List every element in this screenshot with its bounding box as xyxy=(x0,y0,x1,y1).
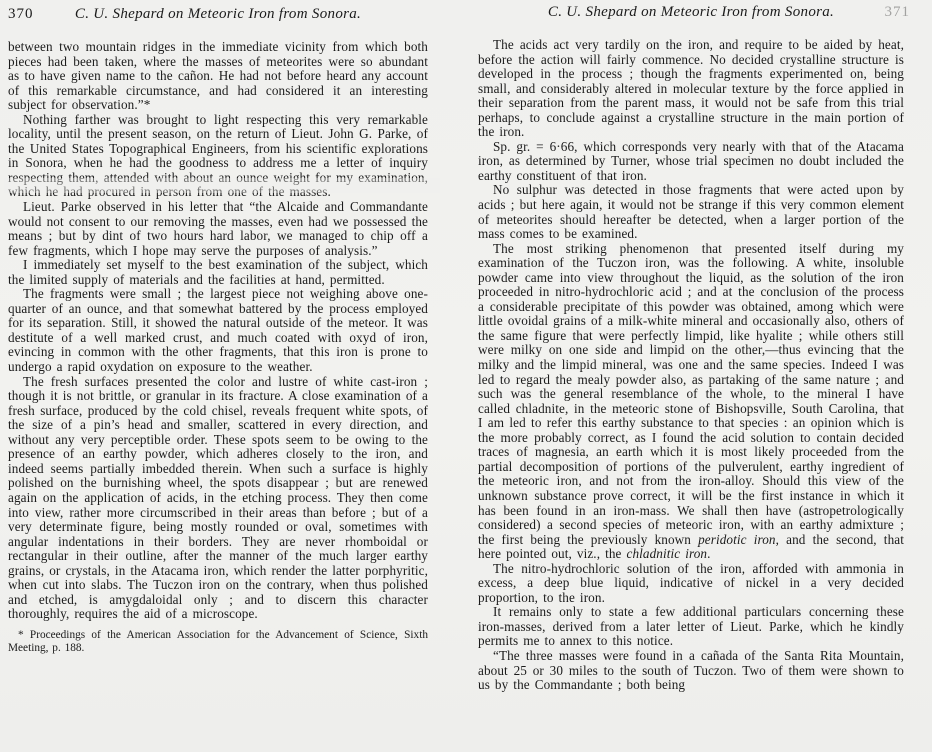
right-running-title: C. U. Shepard on Meteoric Iron from Sonora. xyxy=(547,4,835,20)
paragraph: The most striking phenomenon that presented itself during my examination of the Tuczon iron, was the following. A white, insoluble powder came into view throughout the liquid, as the solution of the iron proceeded in nitro-hydrochloric acid ; and at the conclusion of the process a considerable precipitate of this powder was obtained, among which were little ovoidal grains of a milk-white mineral and occasionally also, others of the same figure that were perfectly limpid, like hyalite ; while others still were milky on one side and limpid on the other,—thus evincing that the milky and the limpid mineral, was one and the same species. Indeed I was led to regard the mealy powder also, as partaking of the same nature ; and such was the general resemblance of the whole, to the mineral I have called chladnite, in the meteoric stone of Bishopsville, South Carolina, that I am led to refer this earthy substance to that species : an opinion which is the more probably correct, as I found the acid solution to contain decided traces of magnesia, an earth which it is most likely proceeded from the partial decomposition of portions of the pulverulent, earthy ingredient of the meteoric iron, and not from the iron-alloy. Should this view of the unknown substance prove correct, it will be the first instance in which it has been found in an iron-mass. We shall then have (astropetrologically considered) a second species of meteoric iron, with an earthy admixture ; the first being the previously known peridotic iron, and the second, that here pointed out, viz., the chladnitic iron. xyxy=(478,240,904,562)
paragraph: It remains only to state a few additional particulars concerning these iron-masses, derived from a later letter of Lieut. Parke, which he kindly permits me to annex to this notice. xyxy=(478,604,904,649)
paragraph: The acids act very tardily on the iron, and require to be aided by heat, before the action will fairly commence. No decided crystalline structure is developed in the process ; though the fragments experimented on, being small, and considerably altered in molecular texture by the force applied in their separation from the parent mass, it would not be safe from this trial perhaps, to conclude against a crystalline structure in the main portion of the iron. xyxy=(478,37,904,140)
paragraph: Sp. gr. = 6·66, which corresponds very nearly with that of the Atacama iron, as determined by Turner, whose trial specimen no doubt included the earthy constituent of that iron. xyxy=(478,138,904,183)
paragraph: The fragments were small ; the largest piece not weighing above one-quarter of an ounce, and that somewhat battered by the process employed for its separation. Still, it showed the natural outside of the meteor. It was destitute of a well marked crust, and much coated with oxyd of iron, evincing in common with the other fragments, that this iron is prone to undergo a rapid oxydation on exposure to the weather. xyxy=(8,286,428,375)
right-page-body xyxy=(478,38,904,693)
paragraph: between two mountain ridges in the immediate vicinity from which both pieces had been taken, where the masses of meteorites were so abundant as to have given name to the cañon. He had not before heard any account of this remarkable circumstance, and had considered it an interesting subject for observation.”* xyxy=(8,39,428,113)
right-running-header xyxy=(478,4,910,30)
left-page-number: 370 xyxy=(8,6,34,22)
right-page-number: 371 xyxy=(884,4,910,20)
paragraph: The nitro-hydrochloric solution of the iron, afforded with ammonia in excess, a deep blue liquid, indicative of nickel in a very decided proportion, to the iron. xyxy=(478,560,904,605)
paragraph: I immediately set myself to the best examination of the subject, which the limited supply of materials and the facilities at hand, permitted. xyxy=(8,257,428,287)
left-running-header xyxy=(8,6,428,32)
paragraph: “The three masses were found in a cañada of the Santa Rita Mountain, about 25 or 30 miles to the south of Tuczon. Two of them were shown to us by the Commandante ; both being xyxy=(478,647,904,693)
left-page-footnote: * Proceedings of the American Association for the Advancement of Science, Sixth Meeting, p. 188. xyxy=(8,628,428,654)
paragraph: Nothing farther was brought to light respecting this very remarkable locality, until the present season, on the return of Lieut. John G. Parke, of the United States Topographical Engineers, from his scientific explorations in Sonora, when he had the goodness to address me a letter of inquiry respecting them, attended with about an ounce weight for my examination, which he had procured in person from one of the masses. xyxy=(8,111,428,200)
paragraph: Lieut. Parke observed in his letter that “the Alcaide and Commandante would not consent to our removing the masses, even had we possessed the means ; but by dint of two hours hard labor, we managed to chip off a few fragments, which I hope may serve the purposes of analysis.” xyxy=(8,199,428,258)
paragraph: The fresh surfaces presented the color and lustre of white cast-iron ; though it is not brittle, or granular in its fracture. A close examination of a fresh surface, produced by the cold chisel, reveals frequent white spots, of the size of a pin’s head and smaller, scattered in every direction, and without any very perceptible order. These spots seem to be owing to the presence of an earthy powder, which adheres closely to the iron, and indeed seems partially imbedded therein. When such a surface is highly polished on the burnishing wheel, the spots disappear ; but are renewed again on the application of acids, in the etching process. They then come into view, rather more circumscribed in their areas than before ; but of a very determinate figure, being mostly rounded or oval, sometimes with angular indentations in their borders. They are never rhomboidal or rectangular in their outline, after the manner of the much larger earthy grains, or crystals, in the Atacama iron, which render the latter porphyritic, when cut into slabs. The Tuczon iron on the contrary, when thus polished and etched, is amygdaloidal only ; and to discern this character thoroughly, requires the aid of a microscope. xyxy=(8,373,428,622)
left-running-title: C. U. Shepard on Meteoric Iron from Sonora. xyxy=(74,6,362,22)
right-page xyxy=(466,0,932,752)
left-page-body xyxy=(8,40,428,622)
paragraph: No sulphur was detected in those fragments that were acted upon by acids ; but here again, it would not be strange if this very common element of meteorites should hereafter be detected, when a larger portion of the mass comes to be examined. xyxy=(478,182,904,242)
